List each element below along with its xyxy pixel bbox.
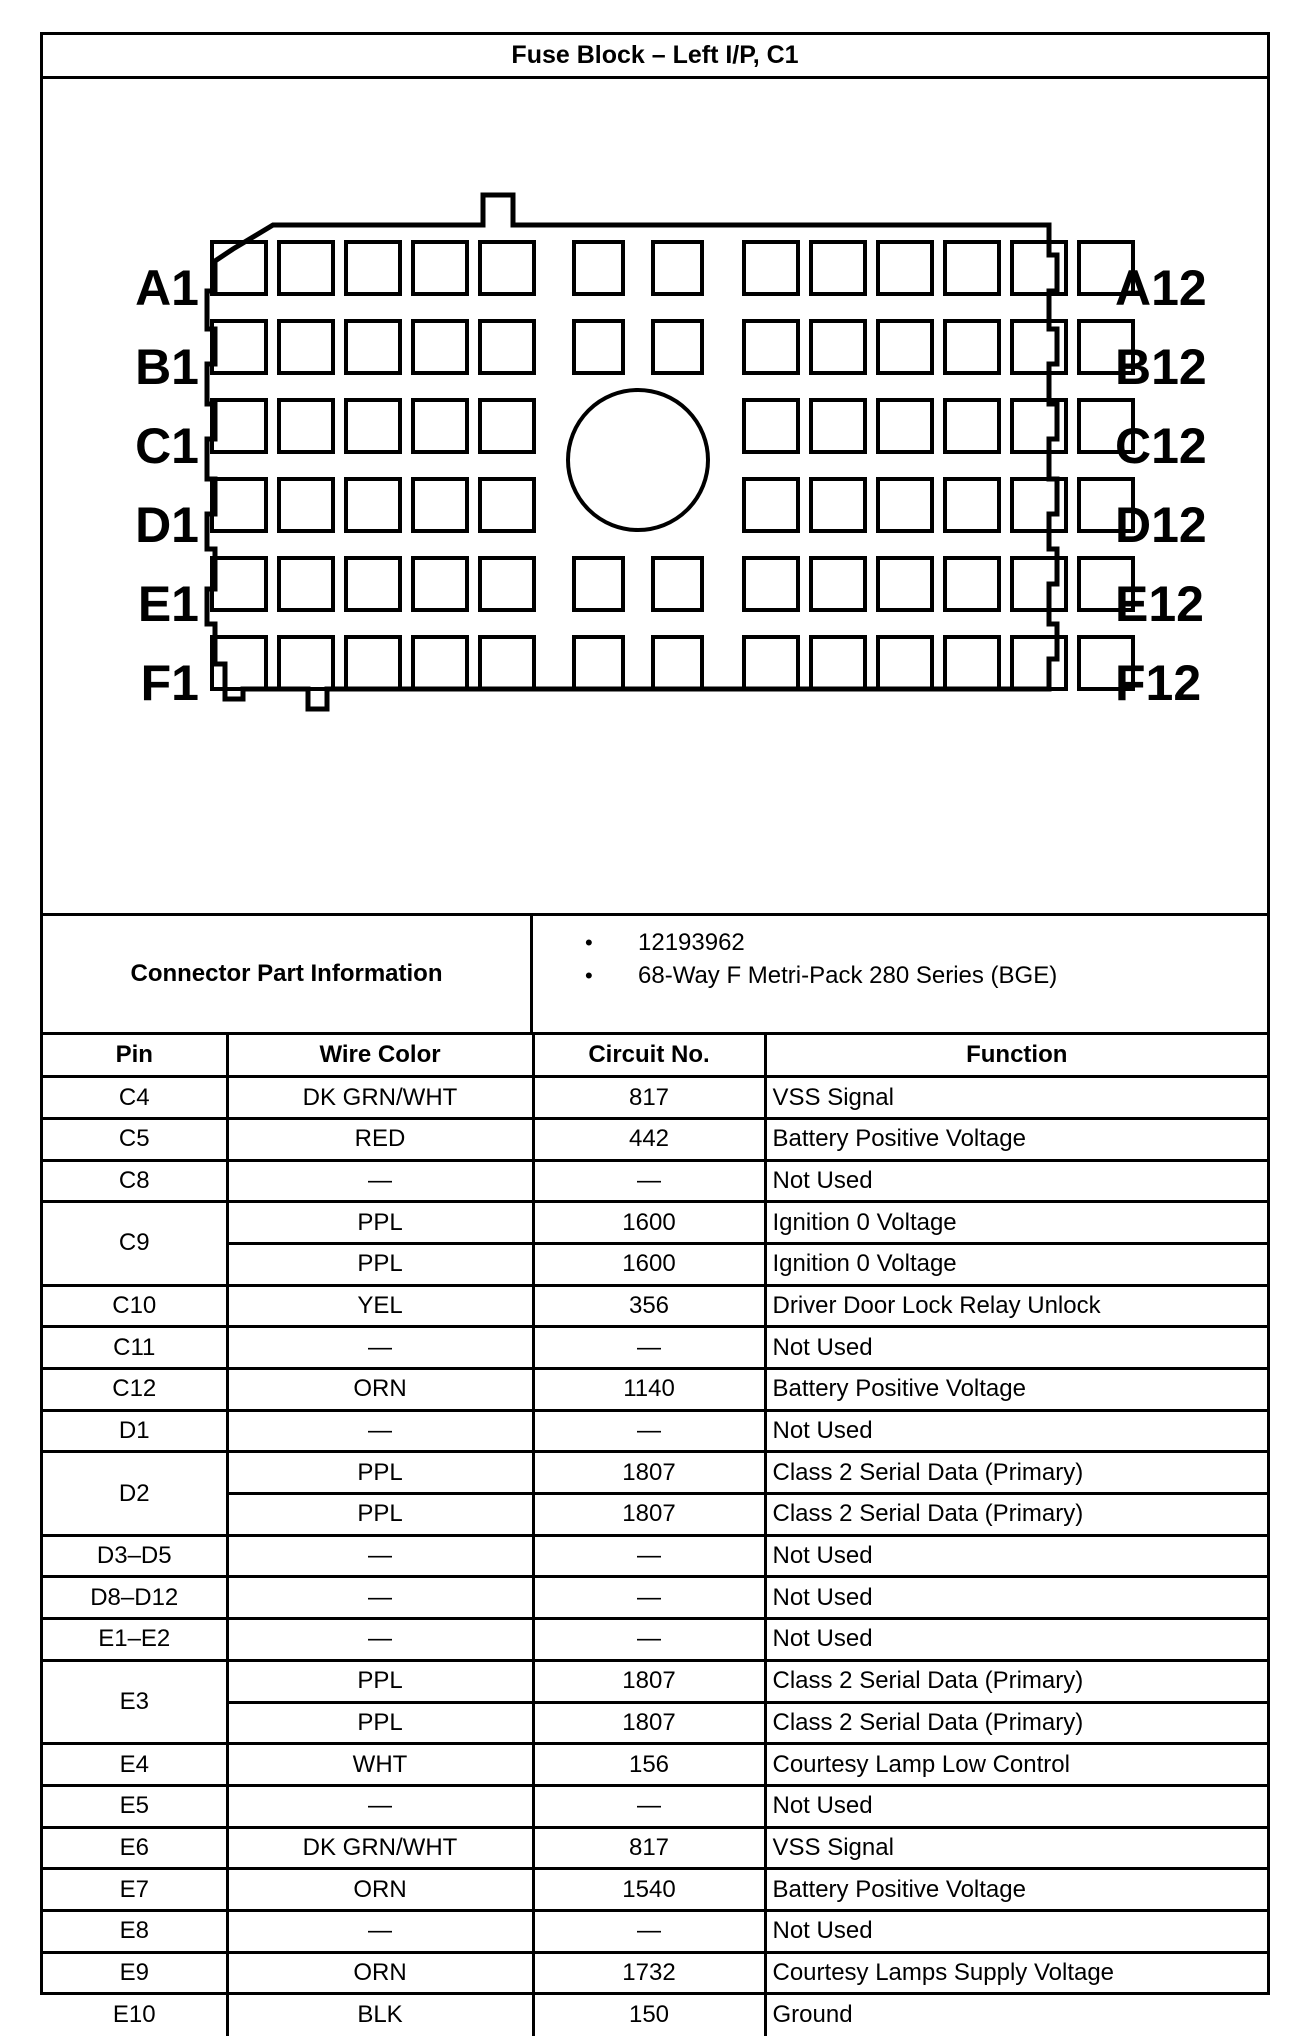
table-row [43, 1202, 1267, 1244]
circuit-cell: 1540 [533, 1869, 765, 1911]
terminal-cavity [480, 558, 534, 610]
circuit-cell: 156 [533, 1744, 765, 1786]
terminal-cavity [279, 558, 333, 610]
pin-cell: E9 [43, 1952, 227, 1994]
wire-color-cell: PPL [227, 1702, 533, 1744]
row-label-right: B12 [1115, 339, 1207, 395]
header-pin: Pin [43, 1035, 227, 1077]
function-cell: Ignition 0 Voltage [765, 1202, 1267, 1244]
function-cell: Not Used [765, 1619, 1267, 1661]
circuit-cell: — [533, 1160, 765, 1202]
terminal-cavity [811, 558, 865, 610]
function-cell: Not Used [765, 1327, 1267, 1369]
terminal-cavity [811, 242, 865, 294]
terminal-cavity [653, 321, 702, 373]
wire-color-cell: WHT [227, 1744, 533, 1786]
wire-color-cell: PPL [227, 1452, 533, 1494]
terminal-cavity [744, 400, 798, 452]
function-cell: Courtesy Lamp Low Control [765, 1744, 1267, 1786]
pin-cell: E5 [43, 1785, 227, 1827]
terminal-cavity [212, 479, 266, 531]
function-cell: Class 2 Serial Data (Primary) [765, 1494, 1267, 1536]
function-cell: VSS Signal [765, 1827, 1267, 1869]
terminal-cavity [279, 637, 333, 689]
terminal-cavity [413, 242, 467, 294]
terminal-cavity [346, 321, 400, 373]
terminal-cavity [878, 242, 932, 294]
wire-color-cell: PPL [227, 1202, 533, 1244]
function-cell: Not Used [765, 1910, 1267, 1952]
table-row [43, 1744, 1267, 1786]
terminal-cavity [413, 321, 467, 373]
terminal-cavity [413, 558, 467, 610]
table-row [43, 1619, 1267, 1661]
wire-color-cell: YEL [227, 1285, 533, 1327]
function-cell: Class 2 Serial Data (Primary) [765, 1452, 1267, 1494]
pin-cell: E10 [43, 1994, 227, 2036]
terminal-cavity [878, 321, 932, 373]
circuit-cell: — [533, 1577, 765, 1619]
function-cell: Battery Positive Voltage [765, 1869, 1267, 1911]
terminal-cavity [653, 637, 702, 689]
circuit-cell: 356 [533, 1285, 765, 1327]
part-info-label: Connector Part Information [43, 916, 533, 1032]
circuit-cell: 817 [533, 1827, 765, 1869]
circuit-cell: — [533, 1327, 765, 1369]
wire-color-cell: — [227, 1785, 533, 1827]
circuit-cell: 1807 [533, 1452, 765, 1494]
wire-color-cell: DK GRN/WHT [227, 1827, 533, 1869]
pin-cell: C12 [43, 1369, 227, 1411]
terminal-cavity [346, 479, 400, 531]
wire-color-cell: — [227, 1577, 533, 1619]
terminal-cavity [811, 400, 865, 452]
function-cell: Driver Door Lock Relay Unlock [765, 1285, 1267, 1327]
circuit-cell: 1600 [533, 1202, 765, 1244]
header-circuit-no: Circuit No. [533, 1035, 765, 1077]
row-label-left: D1 [135, 497, 199, 553]
terminal-cavity [413, 479, 467, 531]
table-row [43, 1243, 1267, 1285]
part-info-text: 68-Way F Metri-Pack 280 Series (BGE) [638, 962, 1058, 989]
function-cell: Ignition 0 Voltage [765, 1243, 1267, 1285]
table-row [43, 1369, 1267, 1411]
pin-cell: C5 [43, 1118, 227, 1160]
circuit-cell: 150 [533, 1994, 765, 2036]
table-row [43, 1827, 1267, 1869]
pin-cell: E4 [43, 1744, 227, 1786]
part-info-item [533, 959, 1057, 992]
pin-cell: D8–D12 [43, 1577, 227, 1619]
wire-color-cell: — [227, 1410, 533, 1452]
table-row [43, 1577, 1267, 1619]
terminal-cavity [346, 242, 400, 294]
table-row [43, 1118, 1267, 1160]
connector-face-drawing [43, 79, 1267, 913]
header-function: Function [765, 1035, 1267, 1077]
terminal-cavity [279, 479, 333, 531]
wire-color-cell: ORN [227, 1369, 533, 1411]
row-label-left: B1 [135, 339, 199, 395]
terminal-cavity [945, 479, 999, 531]
pin-cell: C10 [43, 1285, 227, 1327]
terminal-cavity [346, 637, 400, 689]
wire-color-cell: PPL [227, 1243, 533, 1285]
terminal-cavity [480, 400, 534, 452]
table-row [43, 1660, 1267, 1702]
function-cell: Not Used [765, 1785, 1267, 1827]
terminal-cavity [212, 400, 266, 452]
table-header-row [43, 1035, 1267, 1077]
function-cell: Class 2 Serial Data (Primary) [765, 1702, 1267, 1744]
circuit-cell: 442 [533, 1118, 765, 1160]
function-cell: Class 2 Serial Data (Primary) [765, 1660, 1267, 1702]
wire-color-cell: — [227, 1910, 533, 1952]
terminal-cavity [878, 400, 932, 452]
function-cell: Not Used [765, 1410, 1267, 1452]
wire-color-cell: DK GRN/WHT [227, 1077, 533, 1119]
table-row [43, 1994, 1267, 2036]
terminal-cavity [878, 558, 932, 610]
pin-cell: E1–E2 [43, 1619, 227, 1661]
terminal-cavity [574, 637, 623, 689]
terminal-cavity [279, 321, 333, 373]
terminal-cavity [480, 637, 534, 689]
circuit-cell: 817 [533, 1077, 765, 1119]
terminal-cavity [346, 558, 400, 610]
terminal-cavity [744, 242, 798, 294]
circuit-cell: 1807 [533, 1702, 765, 1744]
pin-cell: D1 [43, 1410, 227, 1452]
wire-color-cell: — [227, 1160, 533, 1202]
terminal-cavity [811, 479, 865, 531]
function-cell: Not Used [765, 1535, 1267, 1577]
table-row [43, 1077, 1267, 1119]
row-label-left: F1 [140, 655, 199, 711]
table-row [43, 1410, 1267, 1452]
table-row [43, 1910, 1267, 1952]
row-label-right: E12 [1115, 576, 1204, 632]
pin-cell: C4 [43, 1077, 227, 1119]
terminal-cavity [744, 479, 798, 531]
pinout-table [43, 1035, 1267, 2036]
connector-sheet [40, 32, 1270, 2029]
row-label-right: C12 [1115, 418, 1207, 474]
table-row [43, 1160, 1267, 1202]
terminal-cavity [945, 637, 999, 689]
row-label-right: F12 [1115, 655, 1202, 711]
pin-cell: E8 [43, 1910, 227, 1952]
terminal-cavity [212, 558, 266, 610]
connector-part-information [43, 916, 1267, 1035]
terminal-cavity [945, 242, 999, 294]
table-row [43, 1327, 1267, 1369]
terminal-cavity [480, 242, 534, 294]
circuit-cell: — [533, 1619, 765, 1661]
terminal-cavity [574, 242, 623, 294]
table-row [43, 1785, 1267, 1827]
wire-color-cell: RED [227, 1118, 533, 1160]
terminal-cavity [653, 242, 702, 294]
table-row [43, 1494, 1267, 1536]
wire-color-cell: ORN [227, 1869, 533, 1911]
pin-cell: E3 [43, 1660, 227, 1743]
row-label-left: A1 [135, 260, 199, 316]
part-info-list [533, 926, 1057, 992]
wire-color-cell: — [227, 1327, 533, 1369]
bullet-icon: • [585, 963, 593, 988]
terminal-cavity [653, 558, 702, 610]
wire-color-cell: PPL [227, 1494, 533, 1536]
function-cell: Not Used [765, 1160, 1267, 1202]
table-row [43, 1535, 1267, 1577]
pin-cell: D2 [43, 1452, 227, 1535]
terminal-cavity [878, 637, 932, 689]
function-cell: Courtesy Lamps Supply Voltage [765, 1952, 1267, 1994]
terminal-cavity [480, 479, 534, 531]
table-row [43, 1869, 1267, 1911]
terminal-cavity [744, 637, 798, 689]
circuit-cell: 1732 [533, 1952, 765, 1994]
wire-color-cell: BLK [227, 1994, 533, 2036]
terminal-cavity [212, 242, 266, 294]
part-info-item [533, 926, 1057, 959]
circuit-cell: 1807 [533, 1660, 765, 1702]
terminal-cavity [480, 321, 534, 373]
function-cell: Battery Positive Voltage [765, 1369, 1267, 1411]
terminal-cavity [212, 321, 266, 373]
bullet-icon: • [585, 930, 593, 955]
table-row [43, 1952, 1267, 1994]
sheet-title: Fuse Block – Left I/P, C1 [43, 35, 1267, 79]
terminal-cavity [811, 321, 865, 373]
function-cell: Not Used [765, 1577, 1267, 1619]
pin-cell: C9 [43, 1202, 227, 1285]
function-cell: VSS Signal [765, 1077, 1267, 1119]
circuit-cell: 1807 [533, 1494, 765, 1536]
terminal-cavity [346, 400, 400, 452]
circuit-cell: — [533, 1785, 765, 1827]
pin-cell: C11 [43, 1327, 227, 1369]
circuit-cell: 1140 [533, 1369, 765, 1411]
terminal-cavity [279, 242, 333, 294]
terminal-cavity [574, 321, 623, 373]
terminal-cavity [279, 400, 333, 452]
part-info-text: 12193962 [638, 929, 745, 956]
terminal-cavity [945, 321, 999, 373]
wire-color-cell: — [227, 1619, 533, 1661]
terminal-cavity [413, 400, 467, 452]
table-row [43, 1452, 1267, 1494]
pin-cell: E6 [43, 1827, 227, 1869]
table-row [43, 1702, 1267, 1744]
terminal-cavity [878, 479, 932, 531]
circuit-cell: — [533, 1910, 765, 1952]
terminal-cavity [744, 558, 798, 610]
terminal-cavity [811, 637, 865, 689]
row-label-left: E1 [137, 576, 199, 632]
terminal-cavity [574, 558, 623, 610]
connector-key-circle [568, 390, 708, 530]
wire-color-cell: ORN [227, 1952, 533, 1994]
row-label-left: C1 [135, 418, 199, 474]
pin-cell: D3–D5 [43, 1535, 227, 1577]
table-row [43, 1285, 1267, 1327]
circuit-cell: 1600 [533, 1243, 765, 1285]
wire-color-cell: PPL [227, 1660, 533, 1702]
terminal-cavity [413, 637, 467, 689]
terminal-cavity [945, 400, 999, 452]
row-label-right: D12 [1115, 497, 1207, 553]
terminal-cavity [744, 321, 798, 373]
row-label-right: A12 [1115, 260, 1207, 316]
function-cell: Battery Positive Voltage [765, 1118, 1267, 1160]
header-wire-color: Wire Color [227, 1035, 533, 1077]
pin-cell: E7 [43, 1869, 227, 1911]
function-cell: Ground [765, 1994, 1267, 2036]
pin-cell: C8 [43, 1160, 227, 1202]
circuit-cell: — [533, 1410, 765, 1452]
terminal-cavity [945, 558, 999, 610]
wire-color-cell: — [227, 1535, 533, 1577]
circuit-cell: — [533, 1535, 765, 1577]
connector-diagram [43, 79, 1267, 916]
